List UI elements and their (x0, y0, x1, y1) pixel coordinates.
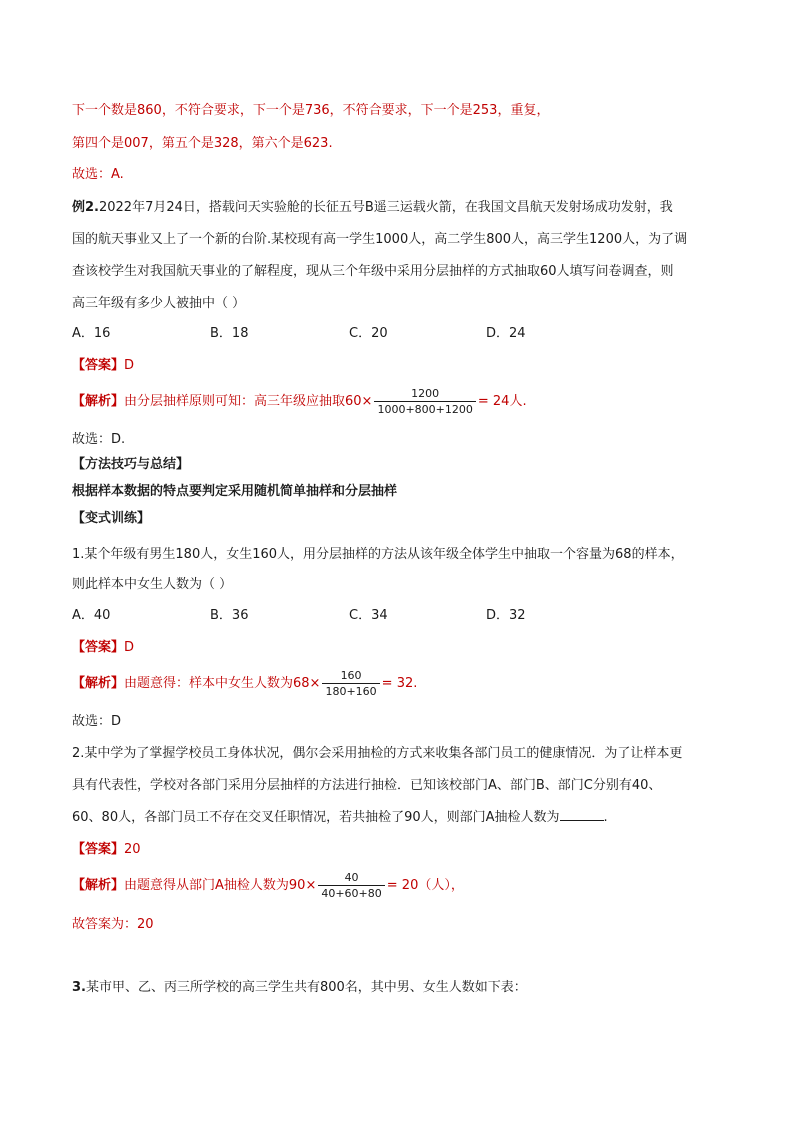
fraction: $\frac{1200}{1000+800+1200}$ (374, 387, 475, 416)
q1-choose: 故选：D (72, 714, 122, 729)
answer-blank (560, 808, 604, 821)
example-2-answer: 【答案】D (72, 358, 135, 373)
q1-answer: 【答案】D (72, 640, 135, 655)
q2-line-2: 具有代表性，学校对各部门采用分层抽样的方法进行抽检．已知该校部门A、部门B、部门C分别有40、 (72, 778, 662, 793)
prev-solution-line-2: 第四个是007，第五个是328，第六个是623. (72, 136, 333, 151)
training-heading: 【变式训练】 (72, 511, 151, 526)
q2-line-3: 60、80人，各部门员工不存在交叉任职情况，若共抽检了90人，则部门A抽检人数为 . (72, 810, 608, 825)
q3-line: 3.某市甲、乙、丙三所学校的高三学生共有800名，其中男、女生人数如下表： (72, 980, 527, 995)
example-2-line-3: 查该校学生对我国航天事业的了解程度，现从三个年级中采用分层抽样的方式抽取60人填写问卷调查，则 (72, 264, 674, 279)
fraction: $\frac{160}{180+160}$ (322, 669, 379, 698)
q1-line-2: 则此样本中女生人数为（ ） (72, 577, 233, 592)
fraction: $\frac{40}{40+60+80}$ (318, 871, 384, 900)
prev-choose: 故选：A. (72, 167, 124, 182)
q1-analysis: 【解析】由题意得：样本中女生人数为68× $\frac{160}{180+160}$ = 32. (72, 669, 418, 698)
example-2-analysis: 【解析】由分层抽样原则可知：高三年级应抽取60× $\frac{1200}{1000+800+1200}$ = 24人. (72, 387, 527, 416)
option-a: A．40 (72, 608, 111, 623)
example-2-line-4: 高三年级有多少人被抽中（ ） (72, 296, 246, 311)
prev-solution-line-1: 下一个数是860，不符合要求，下一个是736，不符合要求，下一个是253，重复， (72, 103, 550, 118)
option-d: D．32 (486, 608, 526, 623)
example-2-choose: 故选：D. (72, 432, 126, 447)
example-2-line-1: 例2.2022年7月24日，搭载问天实验舱的长征五号B遥三运载火箭，在我国文昌航天发射场成功发射，我 (72, 200, 673, 215)
option-b: B．18 (210, 326, 249, 341)
option-c: C．34 (349, 608, 388, 623)
q2-final-answer: 故答案为：20 (72, 917, 154, 932)
option-b: B．36 (210, 608, 249, 623)
q2-answer: 【答案】20 (72, 842, 141, 857)
q2-analysis: 【解析】由题意得从部门A抽检人数为90× $\frac{40}{40+60+80}$ = 20（人）， (72, 871, 464, 900)
option-d: D．24 (486, 326, 526, 341)
example-label: 例2. (72, 200, 99, 215)
method-text: 根据样本数据的特点要判定采用随机简单抽样和分层抽样 (72, 484, 398, 499)
option-c: C．20 (349, 326, 388, 341)
q2-line-1: 2.某中学为了掌握学校员工身体状况，偶尔会采用抽检的方式来收集各部门员工的健康情况．为了让样本更 (72, 746, 683, 761)
method-heading: 【方法技巧与总结】 (72, 457, 190, 472)
q1-line-1: 1.某个年级有男生180人，女生160人，用分层抽样的方法从该年级全体学生中抽取一个容量为68的样本， (72, 547, 684, 562)
option-a: A．16 (72, 326, 111, 341)
example-2-line-2: 国的航天事业又上了一个新的台阶.某校现有高一学生1000人，高二学生800人，高三学生1200人，为了调 (72, 232, 688, 247)
